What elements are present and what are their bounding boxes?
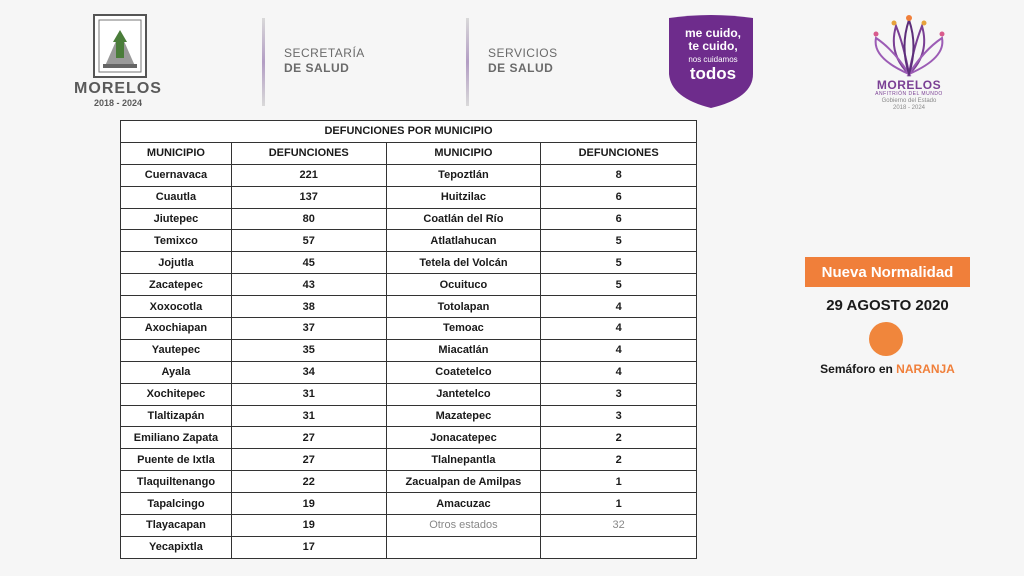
table-cell <box>386 536 541 558</box>
table-cell: Yautepec <box>121 339 232 361</box>
table-cell: 4 <box>541 318 697 340</box>
table-header-row <box>121 142 697 164</box>
gov-logo-title: MORELOS <box>876 78 942 92</box>
table-title-row <box>121 121 697 143</box>
table-cell: Cuautla <box>121 186 232 208</box>
table-cell: 8 <box>541 164 697 186</box>
table-cell: 2 <box>541 449 697 471</box>
table-cell: 34 <box>231 361 386 383</box>
table-cell: 19 <box>231 515 386 537</box>
table-cell: Tlayacapan <box>121 515 232 537</box>
state-logo-name: MORELOS <box>74 80 162 97</box>
table-cell: Tapalcingo <box>121 493 232 515</box>
table-cell: 1 <box>541 493 697 515</box>
table-cell: 22 <box>231 471 386 493</box>
gov-logo-years: 2018 - 2024 <box>892 105 926 111</box>
table-cell: 137 <box>231 186 386 208</box>
table-cell: 35 <box>231 339 386 361</box>
servicios-line1: SERVICIOS <box>488 46 558 60</box>
table-cell: Atlatlahucan <box>386 230 541 252</box>
table-title: DEFUNCIONES POR MUNICIPIO <box>121 121 697 143</box>
table-row <box>121 208 697 230</box>
table-cell: 45 <box>231 252 386 274</box>
servicios-logo <box>488 46 558 76</box>
servicios-line2: DE SALUD <box>488 61 554 75</box>
table-cell: Emiliano Zapata <box>121 427 232 449</box>
table-row <box>121 318 697 340</box>
table-cell: Mazatepec <box>386 405 541 427</box>
table-cell: 5 <box>541 274 697 296</box>
deaths-table <box>120 120 697 559</box>
table-cell: Ocuituco <box>386 274 541 296</box>
table-body <box>121 164 697 558</box>
report-date: 29 AGOSTO 2020 <box>826 297 949 314</box>
table-row <box>121 274 697 296</box>
campaign-logo-text <box>676 26 750 83</box>
table-cell: Coatetelco <box>386 361 541 383</box>
gov-logo-subtitle: ANFITRIÓN DEL MUNDO <box>875 91 943 97</box>
table-cell: Jiutepec <box>121 208 232 230</box>
table-cell: 6 <box>541 186 697 208</box>
column-header: DEFUNCIONES <box>541 142 697 164</box>
table-cell: Yecapixtla <box>121 536 232 558</box>
secretaria-line2: DE SALUD <box>284 61 350 75</box>
table-cell: 5 <box>541 252 697 274</box>
campaign-line4: todos <box>689 64 737 83</box>
table-cell: Ayala <box>121 361 232 383</box>
table-row <box>121 296 697 318</box>
table-cell: 80 <box>231 208 386 230</box>
table-cell: 4 <box>541 296 697 318</box>
table-row <box>121 186 697 208</box>
table-cell: Puente de Ixtla <box>121 449 232 471</box>
semaforo-status <box>790 362 985 376</box>
table-cell: 31 <box>231 383 386 405</box>
table-cell: 221 <box>231 164 386 186</box>
semaforo-prefix: Semáforo en <box>820 362 897 376</box>
table-cell: Tlalnepantla <box>386 449 541 471</box>
column-header: MUNICIPIO <box>386 142 541 164</box>
table-cell: 27 <box>231 449 386 471</box>
table-cell: Jonacatepec <box>386 427 541 449</box>
table-cell: 4 <box>541 339 697 361</box>
table-cell: 3 <box>541 383 697 405</box>
table-cell: 37 <box>231 318 386 340</box>
table-cell: Amacuzac <box>386 493 541 515</box>
table-row <box>121 230 697 252</box>
table-cell: Tlaltizapán <box>121 405 232 427</box>
table-cell: Temixco <box>121 230 232 252</box>
table-row <box>121 164 697 186</box>
table-cell: 5 <box>541 230 697 252</box>
table-cell: 57 <box>231 230 386 252</box>
gov-logo-caption <box>860 98 958 112</box>
header-divider <box>466 18 469 106</box>
table-cell: Jojutla <box>121 252 232 274</box>
table-row <box>121 515 697 537</box>
table-cell: 6 <box>541 208 697 230</box>
table-cell: 4 <box>541 361 697 383</box>
table-cell: 2 <box>541 427 697 449</box>
table-row <box>121 427 697 449</box>
table-row <box>121 252 697 274</box>
table-cell <box>541 536 697 558</box>
table-cell: 1 <box>541 471 697 493</box>
column-header: DEFUNCIONES <box>231 142 386 164</box>
state-logo-years: 2018 - 2024 <box>93 98 143 108</box>
column-header: MUNICIPIO <box>121 142 232 164</box>
secretaria-line1: SECRETARÍA <box>284 46 365 60</box>
table-cell: Jantetelco <box>386 383 541 405</box>
table-cell: 3 <box>541 405 697 427</box>
table-row <box>121 405 697 427</box>
table-cell: 43 <box>231 274 386 296</box>
table-cell: Miacatlán <box>386 339 541 361</box>
campaign-line2: te cuido, <box>688 39 738 53</box>
campaign-line3: nos cuidamos <box>688 55 738 64</box>
table-cell: Huitzilac <box>386 186 541 208</box>
campaign-line1: me cuido, <box>684 26 741 40</box>
table-cell: Tlaquiltenango <box>121 471 232 493</box>
table-cell: Coatlán del Río <box>386 208 541 230</box>
nueva-normalidad-badge: Nueva Normalidad <box>805 257 970 287</box>
table-row <box>121 449 697 471</box>
table-row <box>121 383 697 405</box>
header <box>0 0 1024 118</box>
table-cell: Xoxocotla <box>121 296 232 318</box>
table-cell: 38 <box>231 296 386 318</box>
table-cell: Tetela del Volcán <box>386 252 541 274</box>
table-cell: Zacatepec <box>121 274 232 296</box>
table-cell: 17 <box>231 536 386 558</box>
table-cell: Xochitepec <box>121 383 232 405</box>
table-cell: Axochiapan <box>121 318 232 340</box>
table-row <box>121 339 697 361</box>
table-row <box>121 361 697 383</box>
semaforo-color: NARANJA <box>896 362 955 376</box>
table-cell: Totolapan <box>386 296 541 318</box>
table-cell: Temoac <box>386 318 541 340</box>
government-flower-icon <box>868 14 950 80</box>
header-divider <box>262 18 265 106</box>
table-cell: Cuernavaca <box>121 164 232 186</box>
table-cell: 31 <box>231 405 386 427</box>
secretaria-logo <box>284 46 365 76</box>
morelos-seal-icon <box>93 14 147 78</box>
table-cell: 19 <box>231 493 386 515</box>
table-cell: Tepoztlán <box>386 164 541 186</box>
table-row <box>121 471 697 493</box>
table-cell: Zacualpan de Amilpas <box>386 471 541 493</box>
gov-logo-gov: Gobierno del Estado <box>881 98 937 104</box>
table-row <box>121 493 697 515</box>
table-cell: 27 <box>231 427 386 449</box>
semaforo-dot-icon <box>869 322 903 356</box>
table-row <box>121 536 697 558</box>
table-cell: Otros estados <box>386 515 541 537</box>
table-cell: 32 <box>541 515 697 537</box>
